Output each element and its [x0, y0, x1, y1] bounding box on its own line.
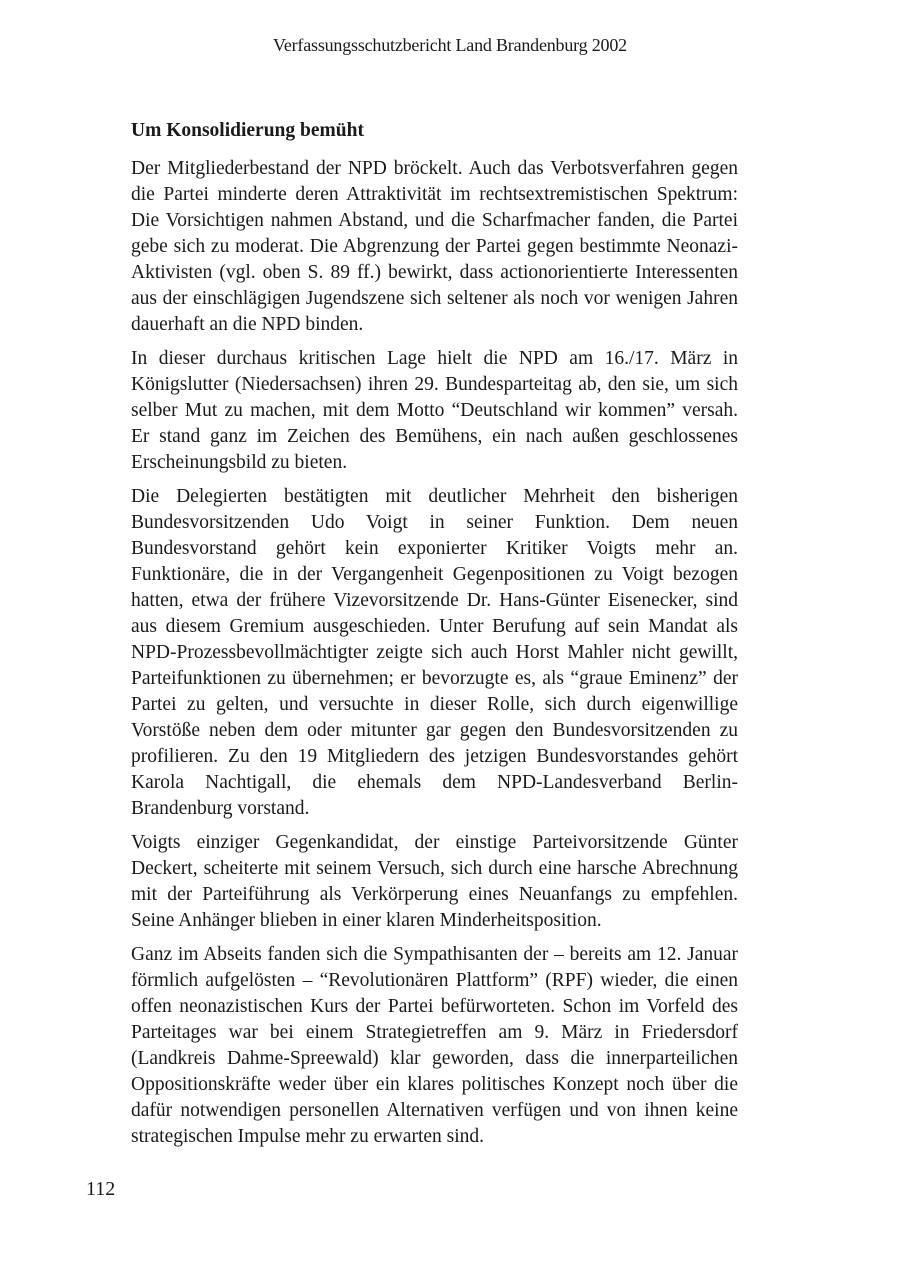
- paragraph: In dieser durchaus kritischen Lage hielt die NPD am 16./17. März in Königslutter (Niedersachsen) ihren 29. Bundesparteitag ab, den sie, um sich selber Mut zu machen, mit dem Motto “Deutschland wir kommen” versah. Er stand ganz im Zeichen des Bemühens, ein nach außen geschlossenes Erscheinungsbild zu bieten.: [131, 348, 738, 473]
- paragraph: Voigts einziger Gegenkandidat, der einstige Parteivorsitzende Günter Deckert, scheiterte mit seinem Versuch, sich durch eine harsche Abrechnung mit der Parteiführung als Verkörperung eines Neuanfangs zu empfehlen. Seine Anhänger blieben in einer klaren Minderheitsposition.: [131, 832, 738, 931]
- page-body: [131, 118, 738, 1158]
- section-heading: Um Konsolidierung bemüht: [131, 120, 364, 141]
- paragraph: Die Delegierten bestätigten mit deutlicher Mehrheit den bisherigen Bundesvorsitzenden Udo Voigt in seiner Funktion. Dem neuen Bundesvorstand gehört kein exponierter Kritiker Voigts mehr an. Funktionäre, die in der Vergangenheit Gegenpositionen zu Voigt bezogen hatten, etwa der frühere Vizevorsitzende Dr. Hans-Günter Eisenecker, sind aus diesem Gremium ausgeschieden. Unter Berufung auf sein Mandat als NPD-Prozessbevollmächtigter zeigte sich auch Horst Mahler nicht gewillt, Parteifunktionen zu übernehmen; er bevorzugte es, als “graue Eminenz” der Partei zu gelten, und versuchte in dieser Rolle, sich durch eigenwillige Vorstöße neben dem oder mitunter gar gegen den Bundesvorsitzenden zu profilieren. Zu den 19 Mitgliedern des jetzigen Bundesvorstandes gehört Karola Nachtigall, die ehemals dem NPD-Landesverband Berlin-Brandenburg vorstand.: [131, 486, 738, 819]
- paragraph: Der Mitgliederbestand der NPD bröckelt. Auch das Verbotsverfahren gegen die Partei minderte deren Attraktivität im rechtsextremistischen Spektrum: Die Vorsichtigen nahmen Abstand, und die Scharfmacher fanden, die Partei gebe sich zu moderat. Die Abgrenzung der Partei gegen bestimmte Neonazi-Aktivisten (vgl. oben S. 89 ff.) bewirkt, dass actionorientierte Interessenten aus der einschlägigen Jugendszene sich seltener als noch vor wenigen Jahren dauerhaft an die NPD binden.: [131, 158, 738, 335]
- running-header: Verfassungsschutzbericht Land Brandenburg 2002: [273, 35, 627, 55]
- page-number: 112: [86, 1178, 116, 1200]
- paragraph: Ganz im Abseits fanden sich die Sympathisanten der – bereits am 12. Januar förmlich aufgelösten – “Revolutionären Plattform” (RPF) wieder, die einen offen neonazistischen Kurs der Partei befürworteten. Schon im Vorfeld des Parteitages war bei einem Strategietreffen am 9. März in Friedersdorf (Landkreis Dahme-Spreewald) klar geworden, dass die innerparteilichen Oppositionskräfte weder über ein klares politisches Konzept noch über die dafür notwendigen personellen Alternativen verfügen und von ihnen keine strategischen Impulse mehr zu erwarten sind.: [131, 944, 738, 1147]
